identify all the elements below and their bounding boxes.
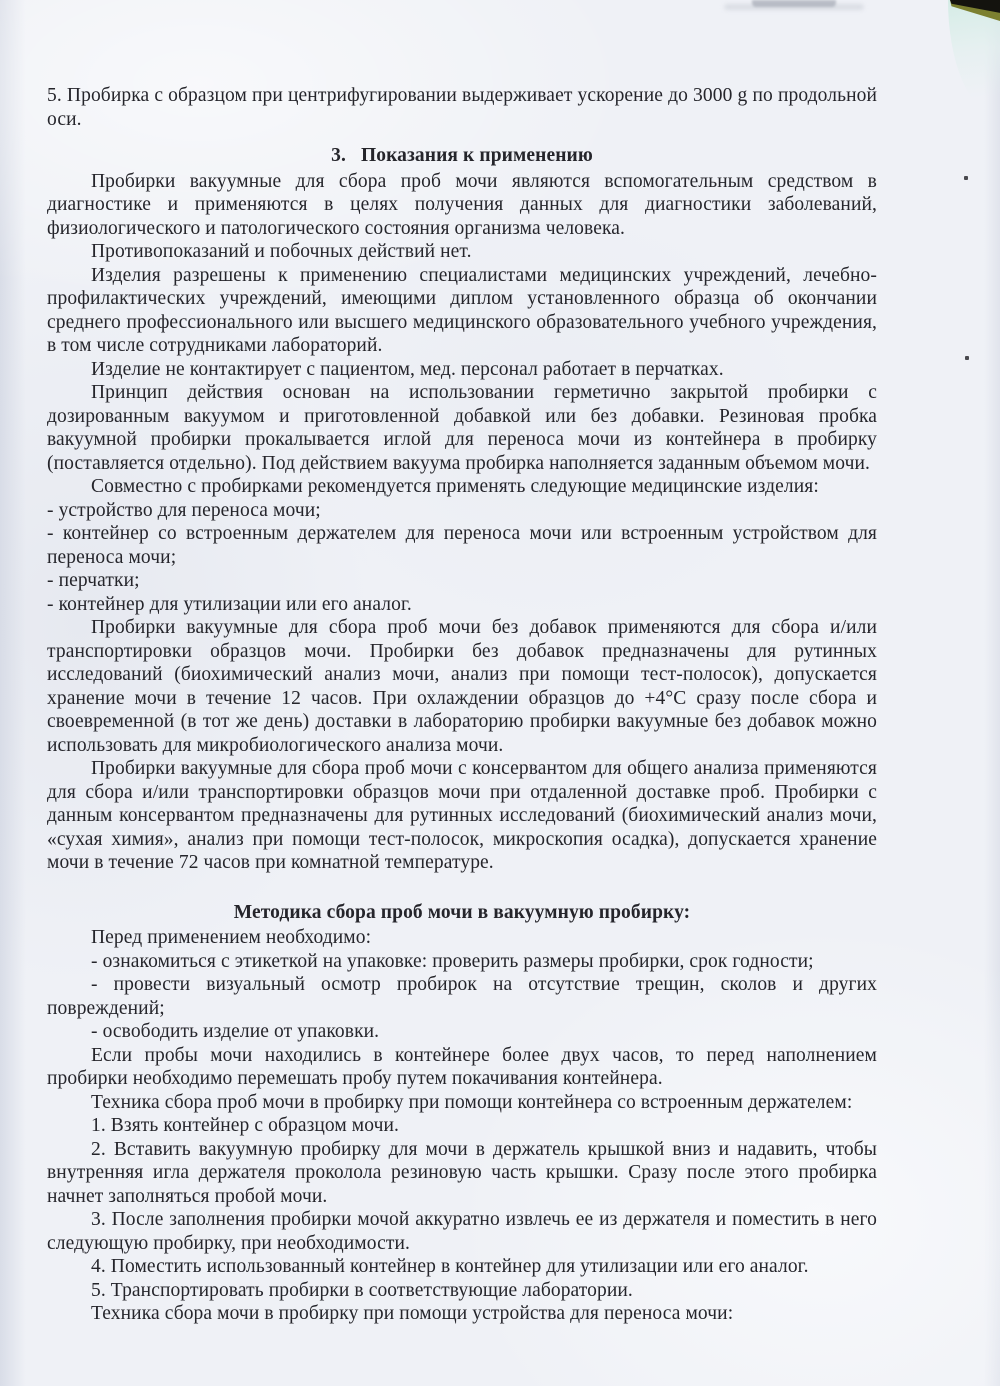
paragraph: Совместно с пробирками рекомендуется применять следующие медицинские изделия:	[91, 476, 819, 497]
paragraph: Пробирки вакуумные для сбора проб мочи с консервантом для общего анализа применяются для сбора и/или транспортировки образцов мочи при отдаленной доставке проб. Пробирки с данным консервантом предназначены для рутинных исследований (биохимический анализ мочи, «сухая химия», анализ при помощи тест-полосок, микроскопия осадка), допускается хранение мочи в течение 72 часов при комнатной температуре.	[47, 758, 877, 873]
paragraph: - устройство для переноса мочи;	[47, 499, 321, 521]
paragraph: Пробирки вакуумные для сбора проб мочи являются вспомогательным средством в диагностике и применяются в целях получения данных для диагностики заболеваний, физиологического и патологического состояния организма человека.	[47, 170, 877, 239]
paragraph: - ознакомиться с этикеткой на упаковке: проверить размеры пробирки, срок годности;	[91, 950, 814, 972]
paragraph: 3. После заполнения пробирки мочой аккуратно извлечь ее из держателя и поместить в него следующую пробирку, при необходимости.	[47, 1209, 877, 1254]
paragraph: - контейнер для утилизации или его аналог.	[47, 593, 412, 615]
paragraph: 2. Вставить вакуумную пробирку для мочи в держатель крышкой вниз и надавить, чтобы внутренняя игла держателя проколола резиновую часть крышки. Сразу после этого пробирка начнет заполняться пробой мочи.	[47, 1138, 877, 1207]
paragraph: - перчатки;	[47, 570, 140, 591]
paragraph: Пробирки вакуумные для сбора проб мочи без добавок применяются для сбора и/или транспортировки образцов мочи. Пробирки без добавок предназначены для рутинных исследований (биохимический анализ мочи, анализ при помощи тест-полосок), допускается хранение мочи в течение 12 часов. При охлаждении образцов до +4°С сразу после сбора и своевременной (в тот же день) доставки в лабораторию пробирки вакуумные без добавок можно использовать для микробиологического анализа мочи.	[47, 617, 877, 756]
paragraph: Техника сбора мочи в пробирку при помощи устройства для переноса мочи:	[91, 1303, 734, 1324]
scan-speck	[964, 176, 968, 180]
paragraph: Противопоказаний и побочных действий нет.	[91, 241, 472, 262]
paragraph: - провести визуальный осмотр пробирок на отсутствие трещин, сколов и других повреждений;	[47, 974, 877, 1019]
paragraph: 5. Пробирка с образцом при центрифугировании выдерживает ускорение до 3000 g по продольной оси.	[47, 85, 877, 130]
paragraph: Принцип действия основан на использовании герметично закрытой пробирки с дозированным вакуумом и приготовленной добавкой или без добавки. Резиновая пробка вакуумной пробирки прокалывается иглой для переноса мочи из контейнера в пробирку (поставляется отдельно). Под действием вакуума пробирка наполняется заданным объемом мочи.	[47, 382, 877, 474]
document-body	[47, 84, 877, 1326]
paragraph: - контейнер со встроенным держателем для переноса мочи или встроенным устройством для переноса мочи;	[47, 523, 877, 568]
scan-speck	[965, 356, 969, 360]
paragraph: 4. Поместить использованный контейнер в контейнер для утилизации или его аналог.	[91, 1256, 809, 1277]
paragraph: Изделие не контактирует с пациентом, мед. персонал работает в перчатках.	[91, 358, 724, 380]
section-heading: Методика сбора проб мочи в вакуумную пробирку:	[233, 901, 691, 923]
paragraph: Если пробы мочи находились в контейнере более двух часов, то перед наполнением пробирки необходимо перемешать пробу путем покачивания контейнера.	[47, 1044, 877, 1089]
heading-number: 3.	[331, 145, 346, 166]
paragraph: Перед применением необходимо:	[91, 927, 372, 948]
paragraph: Изделия разрешены к применению специалистами медицинских учреждений, лечебно-профилактических учреждений, имеющими диплом установленного образца об окончании среднего профессионального или высшего медицинского образовательного учебного учреждения, в том числе сотрудниками лабораторий.	[47, 264, 877, 356]
paragraph: Техника сбора проб мочи в пробирку при помощи контейнера со встроенным держателем:	[91, 1091, 853, 1113]
section-heading	[47, 144, 877, 168]
paragraph: - освободить изделие от упаковки.	[91, 1021, 380, 1042]
paragraph: 5. Транспортировать пробирки в соответствующие лаборатории.	[91, 1279, 633, 1301]
heading-text: Показания к применению	[360, 145, 593, 166]
paragraph: 1. Взять контейнер с образцом мочи.	[91, 1115, 400, 1136]
